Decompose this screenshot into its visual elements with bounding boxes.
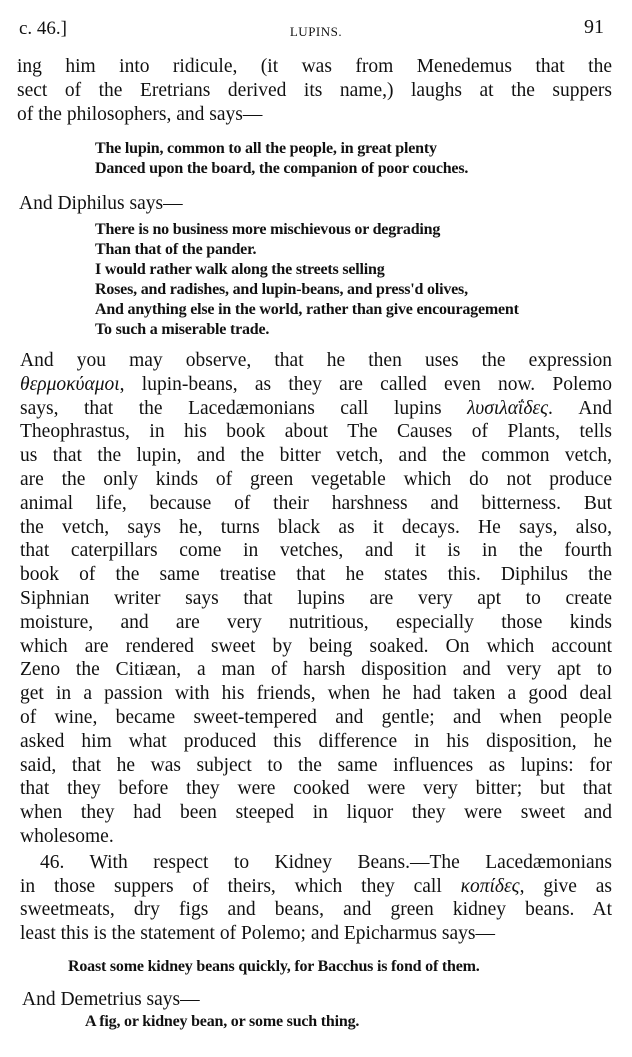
- page-number: 91: [584, 16, 604, 38]
- verse-line: A fig, or kidney bean, or some such thing.: [85, 1013, 360, 1030]
- text-line: that caterpillars come in vetches, and it is in the fourth: [20, 540, 612, 562]
- text-line: And you may observe, that he then uses the expression: [20, 350, 612, 371]
- text-span: , lupin-beans, as they are called even now. Polemo: [119, 373, 612, 395]
- running-head-title: LUPINS.: [289, 24, 343, 39]
- text-line: 46. With respect to Kidney Beans.—The Lacedæmonians: [40, 852, 612, 873]
- verse-line: Danced upon the board, the companion of poor couches.: [95, 160, 469, 177]
- text-line: sect of the Eretrians derived its name,) laughs at the suppers: [17, 80, 612, 101]
- text-line: animal life, because of their harshness and bitterness. But: [20, 492, 612, 514]
- verse-line: I would rather walk along the streets selling: [95, 261, 385, 278]
- text-line: which are rendered sweet by being soaked. On which account: [20, 635, 612, 657]
- text-line: get in a passion with his friends, when he had taken a good deal: [20, 683, 612, 705]
- text-line: wholesome.: [20, 825, 114, 847]
- text-line: And Diphilus says—: [19, 193, 183, 214]
- verse-demetrius: [85, 1012, 359, 1032]
- text-span: , give as: [519, 875, 612, 897]
- verse-diphilus: [95, 220, 519, 340]
- running-head-section: c. 46.]: [19, 18, 68, 39]
- text-line: And Demetrius says—: [22, 989, 200, 1010]
- greek-word: κοπίδες: [460, 875, 520, 897]
- intro-paragraph: [17, 55, 612, 127]
- text-line: are the only kinds of green vegetable which do not produce: [20, 468, 612, 490]
- text-line: of wine, became sweet-tempered and gentle; and when people: [20, 706, 612, 728]
- greek-word: θερμοκύαμοι: [20, 373, 120, 395]
- text-line: moisture, and are very nutritious, especially those kinds: [20, 611, 612, 633]
- text-line: of the philosophers, and says—: [17, 104, 263, 125]
- greek-word: λυσιλαΐδες: [467, 397, 549, 419]
- verse-line: And anything else in the world, rather than give encouragement: [95, 301, 519, 318]
- text-line: [20, 397, 612, 421]
- verse-line: Than that of the pander.: [95, 241, 257, 258]
- text-line: least this is the statement of Polemo; and Epicharmus says—: [20, 922, 495, 944]
- verse-line: The lupin, common to all the people, in great plenty: [95, 140, 437, 157]
- demetrius-intro: [22, 988, 200, 1012]
- text-line: the vetch, says he, turns black as it decays. He says, also,: [20, 516, 612, 538]
- section-46-paragraph: [20, 851, 612, 945]
- verse-lupin: [95, 139, 468, 179]
- text-line: when they had been steeped in liquor they were sweet and: [20, 802, 612, 824]
- text-line: book of the same treatise that he states this. Diphilus the: [20, 564, 612, 586]
- text-span: says, that the Lacedæmonians call lupins: [20, 397, 468, 419]
- verse-line: There is no business more mischievous or degrading: [95, 221, 441, 238]
- verse-line: Roses, and radishes, and lupin-beans, and press'd olives,: [95, 281, 468, 298]
- text-line: us that the lupin, and the bitter vetch, and the common vetch,: [20, 445, 612, 467]
- verse-line: To such a miserable trade.: [95, 321, 270, 338]
- verse-epicharmus: [68, 957, 480, 977]
- text-line: sweetmeats, dry figs and beans, and green kidney beans. At: [20, 899, 612, 920]
- text-line: Siphnian writer says that lupins are very apt to create: [20, 587, 612, 609]
- main-paragraph: [20, 349, 612, 849]
- text-span: . And: [548, 397, 612, 419]
- text-line: said, that he was subject to the same influences as lupins: for: [20, 754, 612, 776]
- text-line: [20, 875, 612, 899]
- text-line: [20, 373, 612, 397]
- diphilus-intro: [19, 192, 183, 216]
- verse-line: Roast some kidney beans quickly, for Bacchus is fond of them.: [68, 958, 480, 975]
- text-line: Zeno the Citiæan, a man of harsh disposition and very apt to: [20, 659, 612, 681]
- text-span: in those suppers of theirs, which they call: [20, 875, 461, 897]
- text-line: Theophrastus, in his book about The Causes of Plants, tells: [20, 421, 612, 443]
- text-line: that they before they were cooked were very bitter; but that: [20, 778, 612, 800]
- text-line: ing him into ridicule, (it was from Menedemus that the: [17, 56, 612, 77]
- text-line: asked him what produced this difference in his disposition, he: [20, 730, 612, 752]
